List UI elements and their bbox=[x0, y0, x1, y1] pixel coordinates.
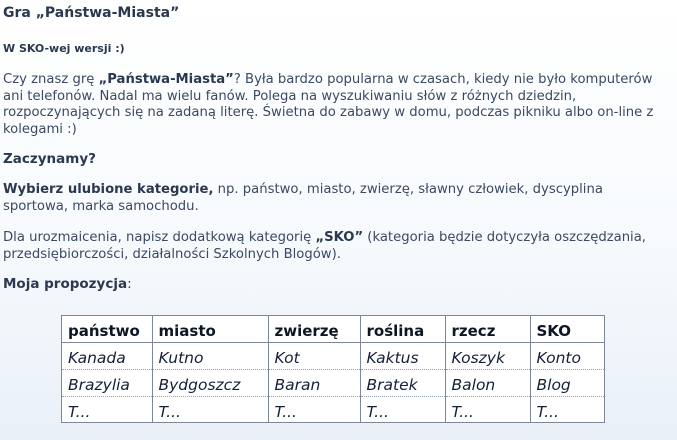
intro-text-start: Czy znasz grę bbox=[3, 72, 99, 87]
categories-examples: np. państwo, miasto, zwierzę, sławny człowiek, dyscyplina sportowa, marka samochodu. bbox=[3, 182, 603, 214]
intro-game-name: „Państwa-Miasta” bbox=[98, 72, 234, 87]
table-header-row bbox=[62, 316, 604, 343]
game-table bbox=[61, 315, 605, 423]
intro-text-rest: ? Była bardzo popularna w czasach, kiedy nie było komputerów ani telefonów. Nadal ma wielu fanów. Polega na wyszukiwaniu słów z różnych dziedzin, rozpoczynających się na zadaną literę. Świetna do zabawy w domu, podczas pikniku albo on-line z kolegami :) bbox=[3, 72, 654, 137]
page-title: Gra „Państwa-Miasta” bbox=[3, 5, 180, 21]
proposal-heading-text: Moja propozycja bbox=[3, 276, 128, 292]
table-cell: Koszyk bbox=[445, 343, 530, 370]
proposal-heading bbox=[3, 276, 668, 293]
table-row bbox=[62, 343, 604, 370]
categories-paragraph bbox=[3, 182, 668, 215]
table-cell: Balon bbox=[445, 370, 530, 397]
table-cell: T... bbox=[445, 397, 530, 424]
start-heading: Zaczynamy? bbox=[3, 151, 96, 167]
table-cell: Kot bbox=[268, 343, 360, 370]
proposal-heading-colon: : bbox=[127, 276, 132, 292]
table-cell: Bratek bbox=[360, 370, 445, 397]
page-subtitle: W SKO-wej wersji :) bbox=[3, 42, 125, 55]
table-cell: Baran bbox=[268, 370, 360, 397]
table-row bbox=[62, 397, 604, 424]
table-header-cell: miasto bbox=[152, 316, 268, 343]
table-cell: T... bbox=[62, 397, 152, 424]
table-header-cell: roślina bbox=[360, 316, 445, 343]
table-cell: T... bbox=[152, 397, 268, 424]
table-header-cell: państwo bbox=[62, 316, 152, 343]
table-cell: T... bbox=[268, 397, 360, 424]
table-cell: T... bbox=[360, 397, 445, 424]
table-header-cell: zwierzę bbox=[268, 316, 360, 343]
table-cell: Kutno bbox=[152, 343, 268, 370]
table-header-cell: SKO bbox=[530, 316, 604, 343]
categories-lead: Wybierz ulubione kategorie, bbox=[3, 182, 214, 197]
intro-paragraph bbox=[3, 72, 668, 138]
table-cell: Blog bbox=[530, 370, 604, 397]
table-cell: Kanada bbox=[62, 343, 152, 370]
table-header-cell: rzecz bbox=[445, 316, 530, 343]
table-cell: Brazylia bbox=[62, 370, 152, 397]
table-cell: Bydgoszcz bbox=[152, 370, 268, 397]
table-row bbox=[62, 370, 604, 397]
extra-text-start: Dla urozmaicenia, napisz dodatkową kategorię bbox=[3, 230, 316, 245]
table-cell: Kaktus bbox=[360, 343, 445, 370]
extra-text-rest: (kategoria będzie dotyczyła oszczędzania, przedsiębiorczości, działalności Szkolnych Blogów). bbox=[3, 230, 646, 262]
extra-category-name: „SKO” bbox=[315, 230, 364, 245]
extra-category-paragraph bbox=[3, 230, 668, 263]
table-cell: Konto bbox=[530, 343, 604, 370]
table-cell: T... bbox=[536, 403, 559, 421]
